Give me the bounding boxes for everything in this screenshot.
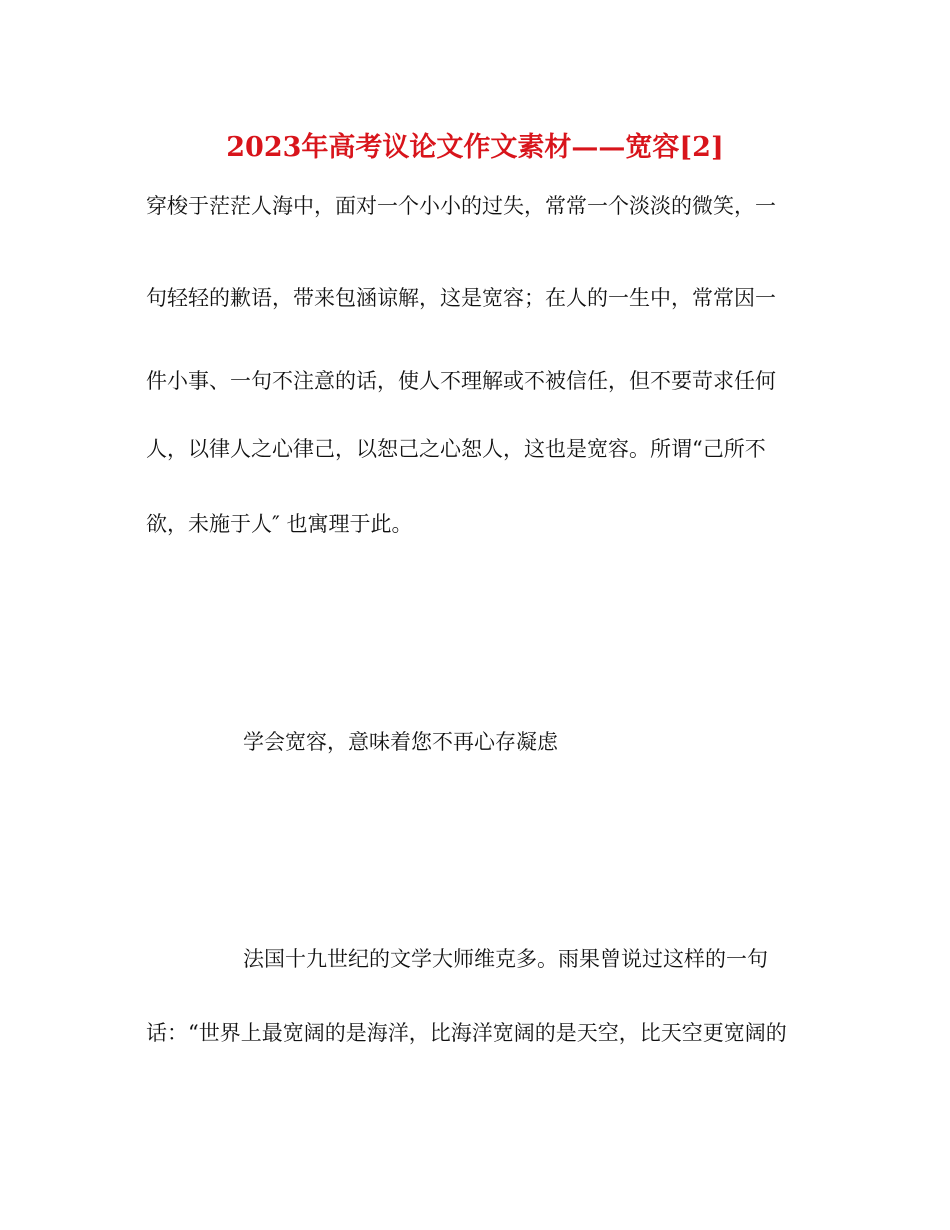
- paragraph-1-line-5: 欲，未施于人″ 也寓理于此。: [146, 512, 413, 536]
- paragraph-1-line-3: 件小事、一句不注意的话，使人不理解或不被信任，但不要苛求任何: [146, 369, 776, 393]
- paragraph-3-line-1: 法国十九世纪的文学大师维克多。雨果曾说过这样的一句: [243, 947, 768, 971]
- paragraph-2-line-1: 学会宽容，意味着您不再心存凝虑: [243, 730, 558, 754]
- paragraph-1-line-1: 穿梭于茫茫人海中，面对一个小小的过失，常常一个淡淡的微笑，一: [146, 194, 776, 218]
- paragraph-3-line-2: 话：“世界上最宽阔的是海洋，比海洋宽阔的是天空，比天空更宽阔的: [146, 1021, 787, 1045]
- paragraph-1-line-4: 人，以律人之心律己，以恕己之心恕人，这也是宽容。所谓“己所不: [146, 437, 766, 461]
- paragraph-1-line-2: 句轻轻的歉语，带来包涵谅解，这是宽容；在人的一生中，常常因一: [146, 286, 776, 310]
- document-title: 2023年高考议论文作文素材——宽容[2]: [226, 132, 724, 163]
